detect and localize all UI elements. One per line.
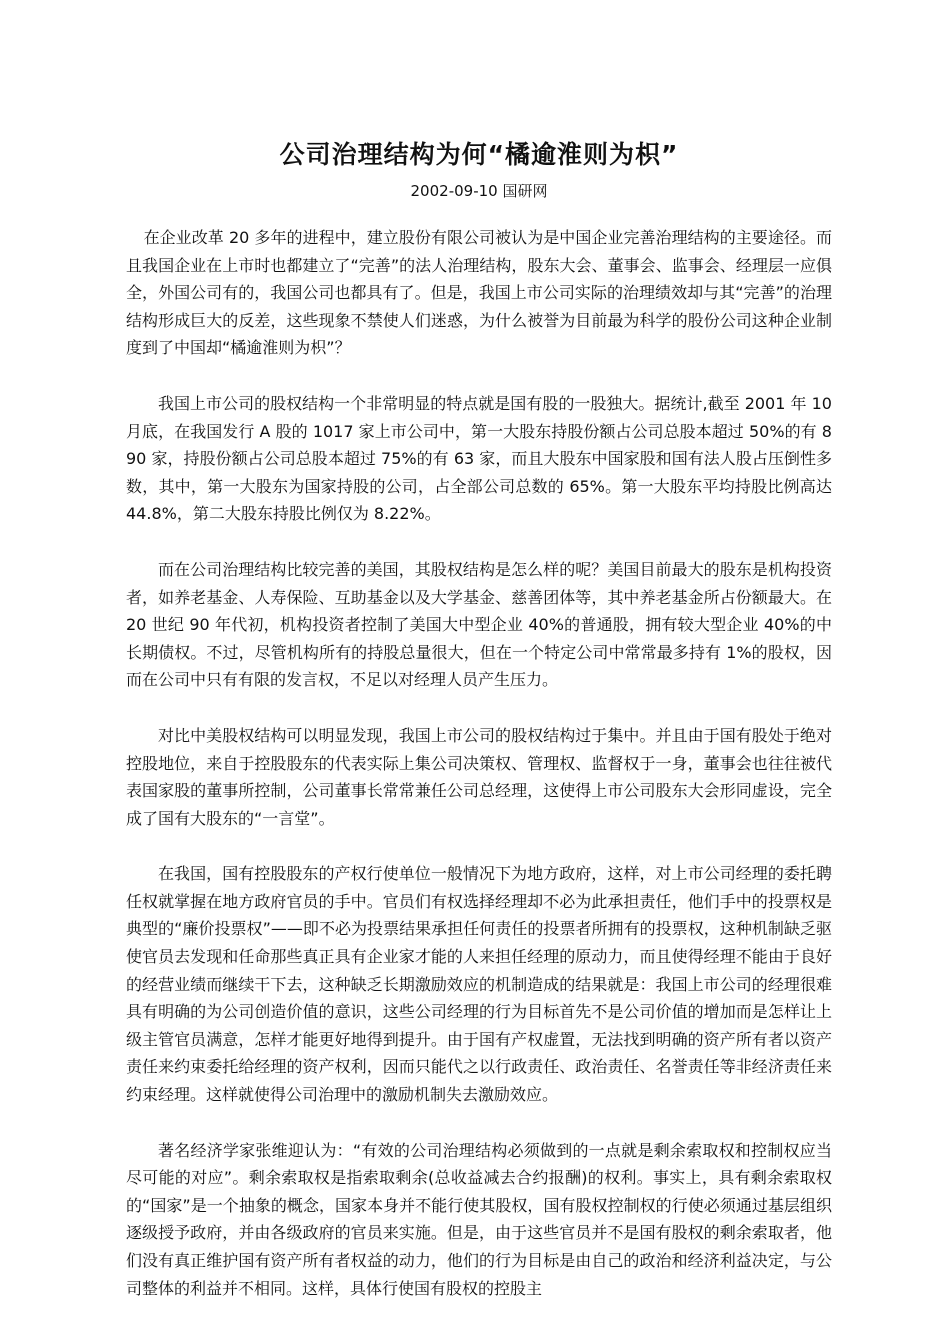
paragraph: 在企业改革 20 多年的进程中，建立股份有限公司被认为是中国企业完善治理结构的主要途径。而且我国企业在上市时也都建立了“完善”的法人治理结构，股东大会、董事会、监事会、经理层一应俱全，外国公司有的，我国公司也都具有了。但是，我国上市公司实际的治理绩效却与其“完善”的治理结构形成巨大的反差，这些现象不禁使人们迷惑，为什么被誉为目前最为科学的股份公司这种企业制度到了中国却“橘逾淮则为枳”？ <box>126 228 832 358</box>
article-title: 公司治理结构为何“橘逾淮则为枳” <box>279 140 679 169</box>
paragraph: 而在公司治理结构比较完善的美国，其股权结构是怎么样的呢？美国目前最大的股东是机构投资者，如养老基金、人寿保险、互助基金以及大学基金、慈善团体等，其中养老基金所占份额最大。在 20 世纪 90 年代初，机构投资者控制了美国大中型企业 40%的普通股，拥有较大型企业 40%的中长期债权。不过，尽管机构所有的持股总量很大，但在一个特定公司中常常最多持有 1%的股权，因而在公司中只有有限的发言权，不足以对经理人员产生压力。 <box>126 559 832 690</box>
paragraph: 著名经济学家张维迎认为：“有效的公司治理结构必须做到的一点就是剩余索取权和控制权应当尽可能的对应”。剩余索取权是指索取剩余(总收益减去合约报酬)的权利。事实上，具有剩余索取权的“国家”是一个抽象的概念，国家本身并不能行使其股权，国有股权控制权的行使必须通过基层组织逐级授予政府，并由各级政府的官员来实施。但是，由于这些官员并不是国有股权的剩余索取者，他们没有真正维护国有资产所有者权益的动力，他们的行为目标是由自己的政治和经济利益决定，与公司整体的利益并不相同。这样，具体行使国有股权的控股主 <box>126 1140 832 1298</box>
paragraph: 在我国，国有控股股东的产权行使单位一般情况下为地方政府，这样，对上市公司经理的委托聘任权就掌握在地方政府官员的手中。官员们有权选择经理却不必为此承担责任，他们手中的投票权是典型的“廉价投票权”——即不必为投票结果承担任何责任的投票者所拥有的投票权，这种机制缺乏驱使官员去发现和任命那些真正具有企业家才能的人来担任经理的原动力，而且使得经理不能由于良好的经营业绩而继续干下去，这种缺乏长期激励效应的机制造成的结果就是：我国上市公司的经理很难具有明确的为公司创造价值的意识，这些公司经理的行为目标首先不是公司价值的增加而是怎样让上级主管官员满意，怎样才能更好地得到提升。由于国有产权虚置，无法找到明确的资产所有者以资产责任来约束委托给经理的资产权利，因而只能代之以行政责任、政治责任、名誉责任等非经济责任来约束经理。这样就使得公司治理中的激励机制失去激励效应。 <box>126 864 832 1105</box>
paragraph: 我国上市公司的股权结构一个非常明显的特点就是国有股的一股独大。据统计,截至 2001 年 10 月底，在我国发行 A 股的 1017 家上市公司中，第一大股东持股份额占公司总股本超过 50%的有 890 家，持股份额占公司总股本超过 75%的有 63 家，而且大股东中国家股和国有法人股占压倒性多数，其中，第一大股东为国家持股的公司，占全部公司总数的 65%。第一大股东平均持股比例高达 44.8%，第二大股东持股比例仅为 8.22%。 <box>126 393 832 524</box>
article <box>126 138 832 1330</box>
article-byline: 2002-09-10 国研网 <box>410 182 548 200</box>
paragraph: 对比中美股权结构可以明显发现，我国上市公司的股权结构过于集中。并且由于国有股处于绝对控股地位，来自于控股股东的代表实际上集公司决策权、管理权、监督权于一身，董事会也往往被代表国家股的董事所控制，公司董事长常常兼任公司总经理，这使得上市公司股东大会形同虚设，完全成了国有大股东的“一言堂”。 <box>126 725 832 828</box>
article-body <box>126 224 832 1302</box>
